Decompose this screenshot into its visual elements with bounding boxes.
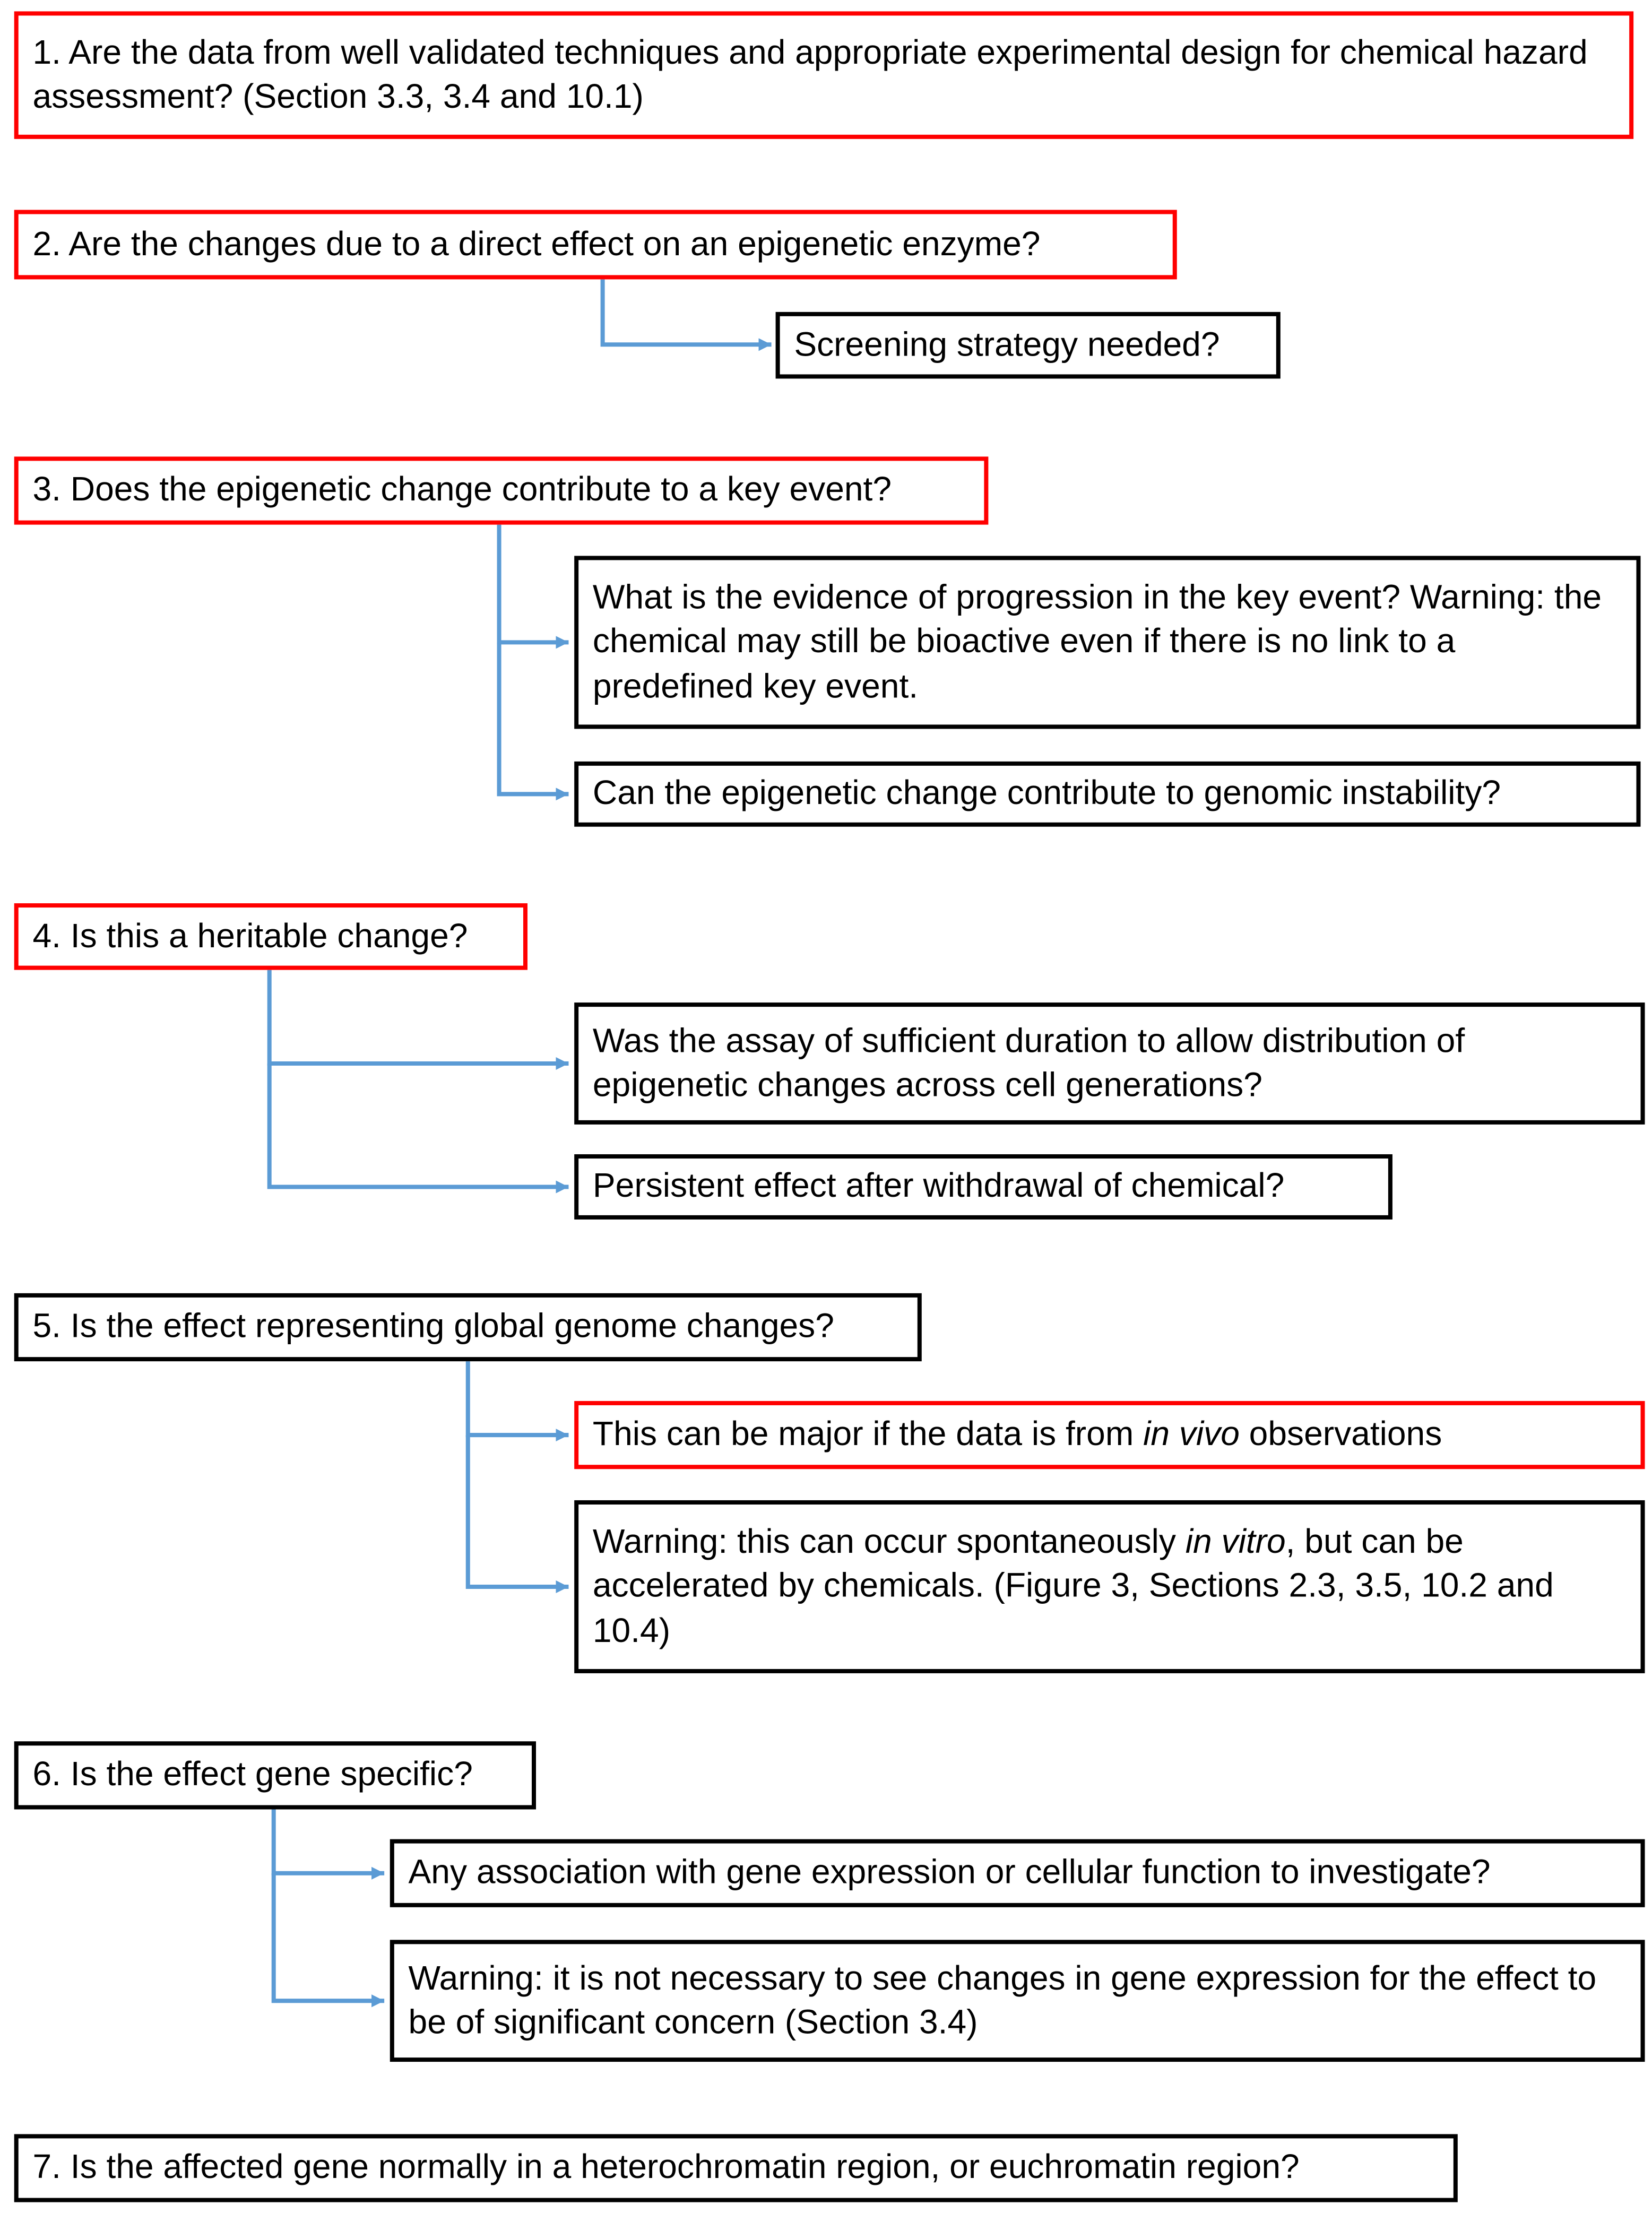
note-expression-warning-text: Warning: it is not necessary to see changes in gene expression for the effect to be of significant concern (Section 3.4) bbox=[408, 1959, 1597, 2042]
question-2-text: 2. Are the changes due to a direct effect on an epigenetic enzyme? bbox=[32, 225, 1041, 264]
note-in-vitro-warning-seg2: in vitro bbox=[1185, 1523, 1286, 1562]
question-5-text: 5. Is the effect representing global genome changes? bbox=[32, 1308, 834, 1346]
question-1-box bbox=[14, 11, 1633, 139]
note-in-vitro-warning-seg3: , but can be accelerated by chemicals. (Figure 3, Sections 2.3, 3.5, 10.2 and 10.4) bbox=[592, 1523, 1554, 1650]
arrow-q3-to-instability bbox=[499, 642, 569, 794]
note-expression-warning-box bbox=[390, 1940, 1645, 2062]
note-screening-strategy-box bbox=[776, 312, 1281, 379]
question-4-text: 4. Is this a heritable change? bbox=[32, 917, 468, 956]
note-in-vitro-warning-box bbox=[574, 1500, 1645, 1673]
note-in-vivo-major-seg3: observations bbox=[1239, 1415, 1442, 1454]
question-4-box bbox=[14, 903, 527, 970]
note-persistent-effect-box bbox=[574, 1154, 1392, 1220]
note-in-vivo-major-seg1: This can be major if the data is from bbox=[592, 1415, 1144, 1454]
question-7-text: 7. Is the affected gene normally in a heterochromatin region, or euchromatin region? bbox=[32, 2149, 1300, 2188]
question-6-box bbox=[14, 1741, 536, 1809]
question-1-text: 1. Are the data from well validated techniques and appropriate experimental design for chemical hazard assessment? (Section 3.3, 3.4 and 10.1) bbox=[32, 33, 1588, 117]
note-assay-duration-box bbox=[574, 1002, 1645, 1125]
note-key-event-evidence-box bbox=[574, 556, 1640, 729]
note-assay-duration-text: Was the assay of sufficient duration to allow distribution of epigenetic changes across cell generations? bbox=[592, 1022, 1465, 1105]
arrow-q6-to-association bbox=[274, 1809, 384, 1873]
note-in-vivo-major-seg2: in vivo bbox=[1143, 1415, 1240, 1454]
arrow-q5-to-in-vivo bbox=[468, 1361, 569, 1435]
arrow-q5-to-in-vitro-warning bbox=[468, 1435, 569, 1587]
note-in-vivo-major-box bbox=[574, 1401, 1645, 1469]
note-screening-strategy-text: Screening strategy needed? bbox=[794, 326, 1220, 365]
question-6-text: 6. Is the effect gene specific? bbox=[32, 1756, 473, 1795]
note-gene-expression-association-box bbox=[390, 1839, 1645, 1907]
question-3-box bbox=[14, 456, 989, 524]
note-genomic-instability-box bbox=[574, 762, 1640, 827]
arrow-q4-to-assay-duration bbox=[270, 970, 569, 1064]
arrow-q2-to-screening bbox=[603, 279, 772, 344]
arrow-q4-to-persistent-effect bbox=[270, 1064, 569, 1187]
note-in-vitro-warning-text bbox=[593, 1520, 1627, 1653]
question-2-box bbox=[14, 210, 1177, 279]
arrow-q3-to-evidence bbox=[499, 525, 569, 643]
note-key-event-evidence-text: What is the evidence of progression in the key event? Warning: the chemical may still be bioactive even if there is no link to a predefined key event. bbox=[592, 578, 1602, 706]
note-gene-expression-association-text: Any association with gene expression or cellular function to investigate? bbox=[408, 1854, 1491, 1892]
arrow-q6-to-expression-warning bbox=[274, 1873, 384, 2001]
note-persistent-effect-text: Persistent effect after withdrawal of chemical? bbox=[592, 1168, 1285, 1206]
question-5-box bbox=[14, 1293, 922, 1361]
note-in-vitro-warning-seg1: Warning: this can occur spontaneously bbox=[592, 1523, 1186, 1562]
note-genomic-instability-text: Can the epigenetic change contribute to genomic instability? bbox=[592, 774, 1501, 814]
question-7-box bbox=[14, 2134, 1458, 2202]
question-3-text: 3. Does the epigenetic change contribute to a key event? bbox=[32, 471, 892, 510]
note-in-vivo-major-text bbox=[593, 1413, 1442, 1457]
